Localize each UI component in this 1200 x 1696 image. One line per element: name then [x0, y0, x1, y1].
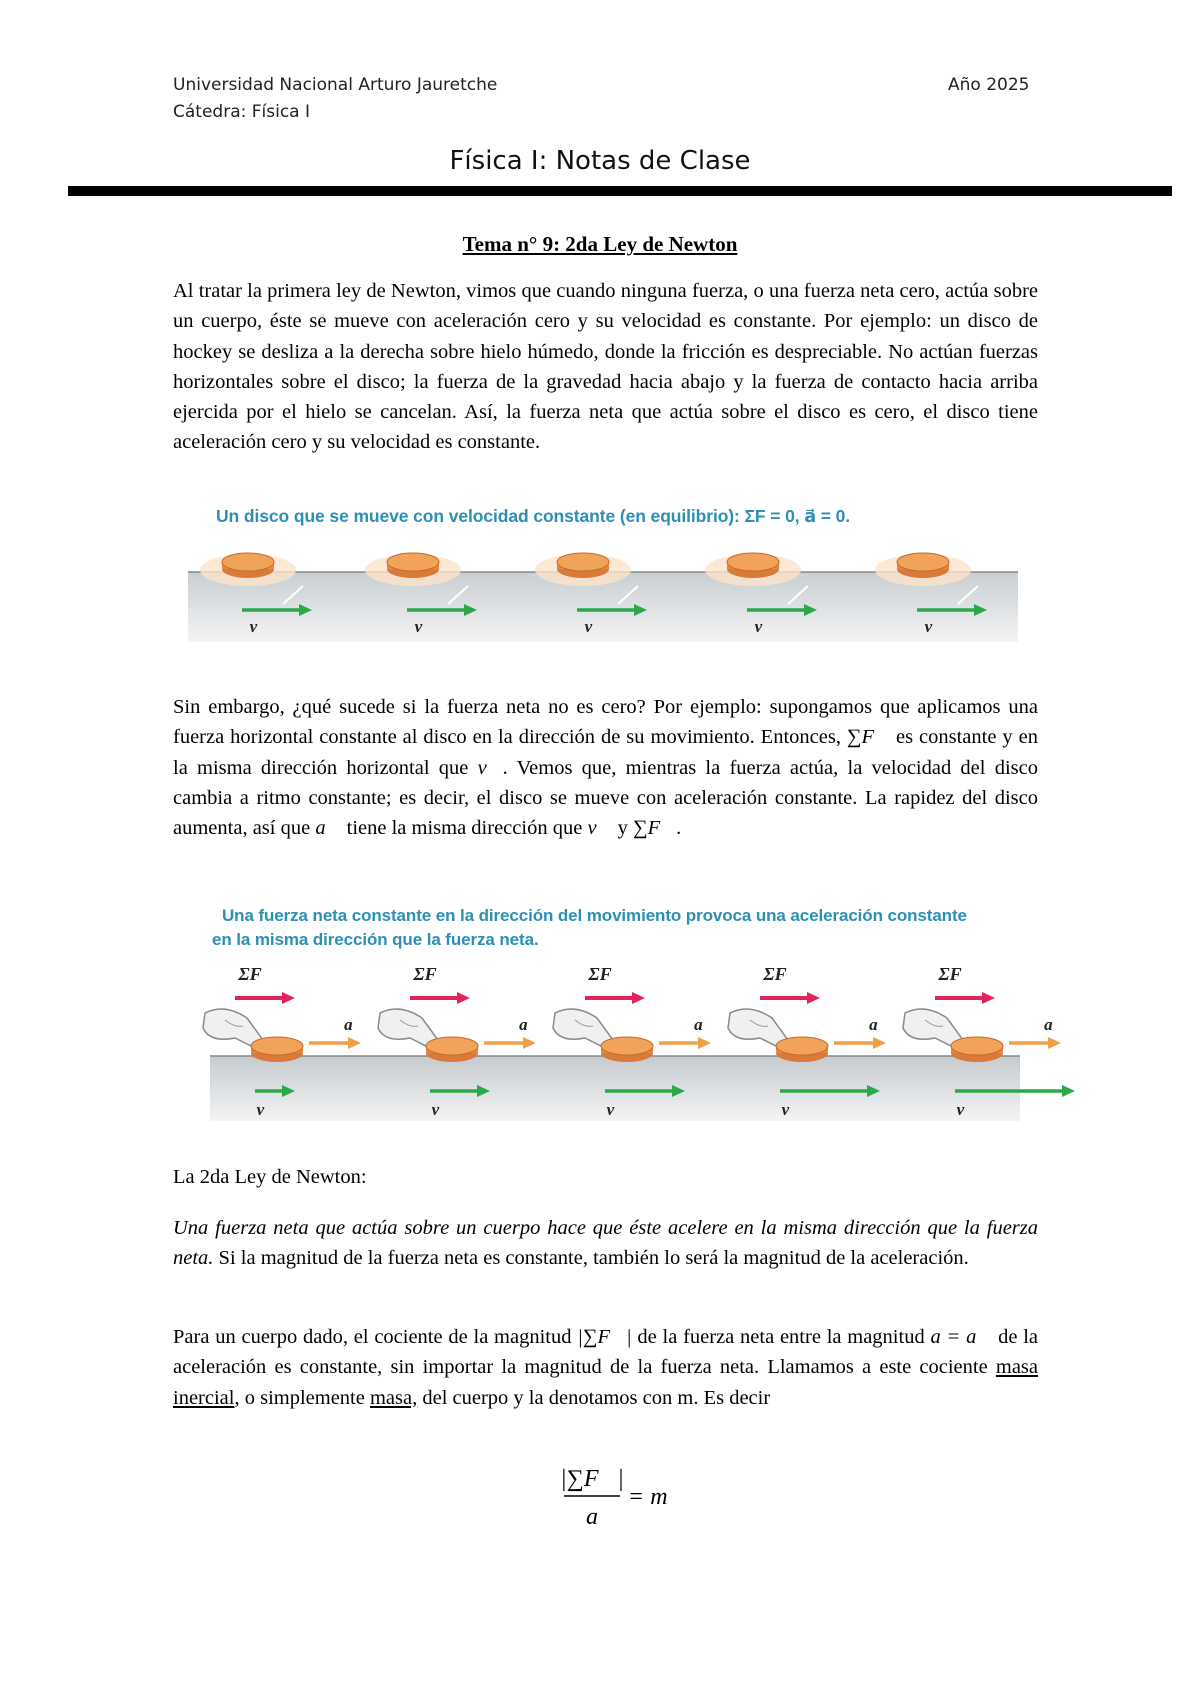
- puck-2-top: [387, 553, 439, 571]
- velocity-label-4: v⃗: [754, 617, 776, 636]
- force-arrow-1: [235, 992, 295, 1004]
- force-arrow-2: [410, 992, 470, 1004]
- formula-denominator: a: [586, 1504, 598, 1530]
- accel-arrow-2: [484, 1037, 536, 1049]
- v-symbol: v⃗: [477, 756, 503, 779]
- force-arrow-1-head: [282, 992, 295, 1004]
- puck-1-top: [222, 553, 274, 571]
- paragraph-nonzero-force: [173, 692, 1038, 843]
- force-arrow-2-head: [457, 992, 470, 1004]
- pushed-puck-3: [601, 1037, 653, 1062]
- accel-label-3: a⃗: [694, 1015, 716, 1034]
- accel-arrow-4-head: [873, 1037, 886, 1049]
- p3-part1: Para un cuerpo dado, el cociente de la magnitud: [173, 1326, 578, 1348]
- force-label-1: ΣF⃗: [238, 964, 276, 984]
- pushed-puck-2-top: [426, 1037, 478, 1055]
- puck-3: [557, 553, 609, 578]
- velocity-label-1: v⃗: [249, 617, 271, 636]
- law-rest: Si la magnitud de la fuerza neta es constante, también lo será la magnitud de la aceleración.: [213, 1247, 969, 1270]
- accel-label-2: a⃗: [519, 1015, 541, 1034]
- force-arrow-3: [585, 992, 645, 1004]
- formula-numerator: |∑F⃗|: [560, 1466, 624, 1492]
- term-mass: masa,: [369, 1386, 418, 1409]
- pushed-puck-5: [951, 1037, 1003, 1062]
- p2-part3: . Vemos que, mientras la fuerza actúa, la velocidad del disco cambia a ritmo constante; es decir, el disco se mueve con aceleración constante. La rapidez del disco aumenta, así que: [173, 756, 1038, 840]
- document-title: Física I: Notas de Clase: [449, 146, 751, 176]
- pushed-puck-3-top: [601, 1037, 653, 1055]
- figure2-illustration: [205, 958, 1066, 1123]
- p2-part2: es constante y en la misma dirección horizontal que: [173, 726, 1038, 779]
- paragraph-mass: [173, 1322, 1038, 1413]
- velocity-label-2: v⃗: [414, 617, 436, 636]
- velocity2-label-5: v⃗: [956, 1100, 978, 1119]
- force-arrow-4: [760, 992, 820, 1004]
- accel-arrow-4: [834, 1037, 886, 1049]
- pushed-puck-1-top: [251, 1037, 303, 1055]
- pushed-puck-4: [776, 1037, 828, 1062]
- p3-part4: , o simplemente: [234, 1386, 370, 1409]
- force-arrow-5-head: [982, 992, 995, 1004]
- pushed-puck-4-top: [776, 1037, 828, 1055]
- figure1-caption: Un disco que se mueve con velocidad constante (en equilibrio): ΣF = 0, a⃗ = 0.: [216, 506, 851, 526]
- figure1-illustration: [188, 548, 1028, 648]
- puck-1: [222, 553, 274, 578]
- a-symbol: a⃗: [315, 817, 342, 840]
- force-label-4: ΣF⃗: [763, 964, 801, 984]
- velocity-label-5: v⃗: [924, 617, 946, 636]
- sum-f-symbol-2: ∑F⃗: [632, 817, 677, 840]
- paragraph-first-law: Al tratar la primera ley de Newton, vimos que cuando ninguna fuerza, o una fuerza neta cero, actúa sobre un cuerpo, éste se mueve con aceleración cero y su velocidad es constante. Por ejemplo: un disco de hockey se desliza a la derecha sobre hielo húmedo, donde la fricción es despreciable. No actúan fuerzas horizontales sobre el disco; la fuerza de la gravedad hacia abajo y la fuerza de contacto hacia arriba ejercida por el hielo se cancelan. Así, la fuerza neta que actúa sobre el disco es cero, el disco tiene aceleración cero y su velocidad es constante.: [173, 280, 1038, 454]
- accel-arrow-3-head: [698, 1037, 711, 1049]
- v-symbol-2: v⃗: [587, 817, 613, 840]
- accel-arrow-1: [309, 1037, 361, 1049]
- force-label-2: ΣF⃗: [413, 964, 451, 984]
- figure2-caption-line2: en la misma dirección que la fuerza neta.: [212, 930, 539, 949]
- header-university: Universidad Nacional Arturo Jauretche: [173, 75, 498, 95]
- force-label-5: ΣF⃗: [938, 964, 976, 984]
- sum-f-symbol: ∑F⃗: [846, 726, 891, 749]
- topic-heading: Tema n° 9: 2da Ley de Newton: [462, 232, 738, 256]
- accel-label-4: a⃗: [869, 1015, 891, 1034]
- accel-arrow-2-head: [523, 1037, 536, 1049]
- puck-4: [727, 553, 779, 578]
- velocity2-label-2: v⃗: [431, 1100, 453, 1119]
- a-equals-symbol: a = a⃗: [930, 1326, 993, 1348]
- velocity2-label-4: v⃗: [781, 1100, 803, 1119]
- accel-label-1: a⃗: [344, 1015, 366, 1034]
- force-label-3: ΣF⃗: [588, 964, 626, 984]
- mass-formula: [540, 1458, 740, 1538]
- velocity2-label-3: v⃗: [606, 1100, 628, 1119]
- title-rule: [68, 186, 1172, 196]
- velocity-label-3: v⃗: [584, 617, 606, 636]
- force-arrow-3-head: [632, 992, 645, 1004]
- header-chair: Cátedra: Física I: [173, 102, 311, 122]
- p2-part1: Sin embargo, ¿qué sucede si la fuerza neta no es cero? Por ejemplo: supongamos que aplicamos una fuerza horizontal constante al disco en la dirección de su movimiento. Entonces,: [173, 696, 1038, 749]
- law-statement: [173, 1213, 1038, 1274]
- law-italic: Una fuerza neta que actúa sobre un cuerpo hace que éste acelere en la misma dirección que la fuerza neta.: [173, 1217, 1038, 1270]
- p3-part2: de la fuerza neta entre la magnitud: [631, 1326, 931, 1348]
- accel-arrow-5: [1009, 1037, 1061, 1049]
- p2-part5: y: [612, 817, 633, 840]
- puck-3-top: [557, 553, 609, 571]
- p2-part4: tiene la misma dirección que: [341, 817, 588, 840]
- force-arrow-4-head: [807, 992, 820, 1004]
- accel-arrow-3: [659, 1037, 711, 1049]
- p3-part5: del cuerpo y la denotamos con m. Es decir: [417, 1386, 771, 1409]
- formula-rhs: = m: [628, 1484, 668, 1510]
- p3-part3: de la aceleración es constante, sin importar la magnitud de la fuerza neta. Llamamos a este cociente: [173, 1326, 1038, 1379]
- velocity2-label-1: v⃗: [256, 1100, 278, 1119]
- accel-arrow-5-head: [1048, 1037, 1061, 1049]
- p2-part6: .: [676, 817, 682, 840]
- force-arrow-5: [935, 992, 995, 1004]
- accel-label-5: a⃗: [1044, 1015, 1066, 1034]
- term-inertial-mass: masa inercial: [173, 1356, 1038, 1409]
- velocity2-arrow-5-head: [1062, 1085, 1075, 1097]
- pushed-puck-1: [251, 1037, 303, 1062]
- accel-arrow-1-head: [348, 1037, 361, 1049]
- puck-5: [897, 553, 949, 578]
- header-year: Año 2025: [948, 75, 1030, 95]
- puck-2: [387, 553, 439, 578]
- abs-f-symbol: |∑F⃗|: [577, 1326, 632, 1348]
- law-heading: La 2da Ley de Newton:: [173, 1166, 367, 1188]
- puck-5-top: [897, 553, 949, 571]
- puck-4-top: [727, 553, 779, 571]
- pushed-puck-2: [426, 1037, 478, 1062]
- figure2-caption-line1: Una fuerza neta constante en la dirección del movimiento provoca una aceleración constante: [222, 906, 967, 925]
- pushed-puck-5-top: [951, 1037, 1003, 1055]
